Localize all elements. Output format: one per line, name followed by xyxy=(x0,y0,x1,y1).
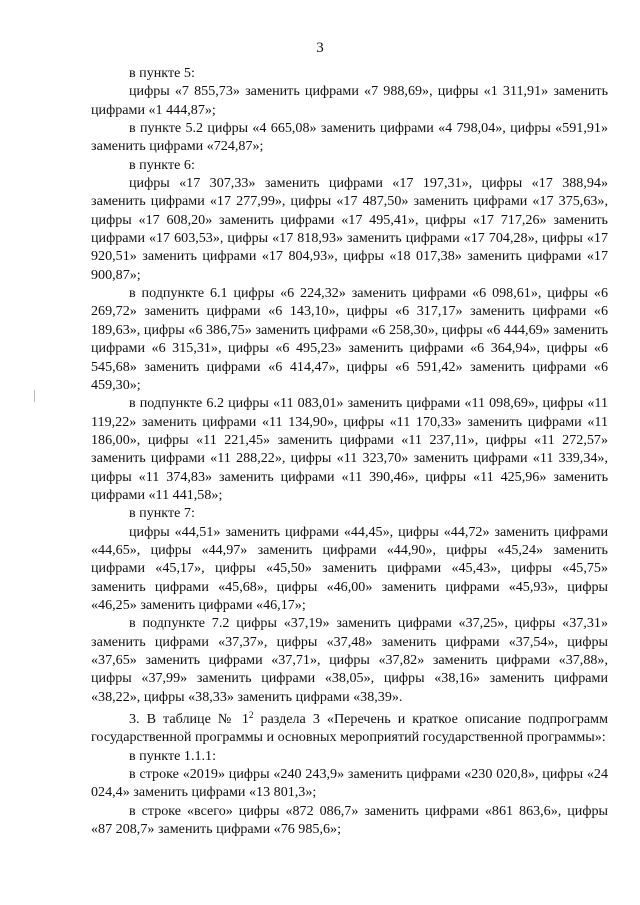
paragraph-row-2019-changes: в строке «2019» цифры «240 243,9» заменить цифрами «230 020,8», цифры «24 024,4» заменить цифрами «13 801,3»; xyxy=(91,766,608,801)
document-body xyxy=(91,64,608,838)
table-number-superscript: 2 xyxy=(248,710,254,721)
paragraph-subpoint-6-2-changes: в подпункте 6.2 цифры «11 083,01» заменить цифрами «11 098,69», цифры «11 119,22» заменить цифрами «11 134,90», цифры «11 170,33» заменить цифрами «11 186,00», цифры «11 221,45» заменить цифрами «11 237,11», цифры «11 272,57» заменить цифрами «11 288,22», цифры «11 323,70» заменить цифрами «11 339,34», цифры «11 374,83» заменить цифрами «11 390,46», цифры «11 425,96» заменить цифрами «11 441,58»; xyxy=(91,395,608,503)
paragraph-row-total-changes: в строке «всего» цифры «872 086,7» заменить цифрами «861 863,6», цифры «87 208,7» заменить цифрами «76 985,6»; xyxy=(91,802,608,838)
paragraph-subpoint-7-2-changes: в подпункте 7.2 цифры «37,19» заменить цифрами «37,25», цифры «37,31» заменить цифрами «37,37», цифры «37,48» заменить цифрами «37,54», цифры «37,65» заменить цифрами «37,71», цифры «37,82» заменить цифрами «37,88», цифры «37,99» заменить цифрами «38,05», цифры «38,16» заменить цифрами «38,22», цифры «38,33» заменить цифрами «38,39». xyxy=(91,615,608,705)
paragraph-point-5-heading: в пункте 5: xyxy=(129,65,195,81)
section-3-text-end: раздела 3 «Перечень и краткое описание подпрограмм государственной программы и основных мероприятий государственной программы»: xyxy=(91,711,608,746)
paragraph-point-6-heading: в пункте 6: xyxy=(129,156,195,173)
paragraph-point-5-changes: цифры «7 855,73» заменить цифрами «7 988,69», цифры «1 311,91» заменить цифрами «1 444,87»; xyxy=(91,83,608,118)
scan-margin-mark xyxy=(34,390,35,402)
paragraph-point-5-2-changes: в пункте 5.2 цифры «4 665,08» заменить цифрами «4 798,04», цифры «591,91» заменить цифрами «724,87»; xyxy=(91,120,608,155)
paragraph-subpoint-6-1-changes: в подпункте 6.1 цифры «6 224,32» заменить цифрами «6 098,61», цифры «6 269,72» заменить цифрами «6 143,10», цифры «6 317,17» заменить цифрами «6 189,63», цифры «6 386,75» заменить цифрами «6 258,30», цифры «6 444,69» заменить цифрами «6 315,31», цифры «6 495,23» заменить цифрами «6 364,94», цифры «6 545,68» заменить цифрами «6 414,47», цифры «6 591,42» заменить цифрами «6 459,30»; xyxy=(91,285,608,393)
paragraph-point-1-1-1-heading: в пункте 1.1.1: xyxy=(129,747,217,764)
paragraph-point-7-heading: в пункте 7: xyxy=(129,505,195,522)
paragraph-point-6-changes: цифры «17 307,33» заменить цифрами «17 197,31», цифры «17 388,94» заменить цифрами «17 277,99», цифры «17 487,50» заменить цифрами «17 375,63», цифры «17 608,20» заменить цифрами «17 495,41», цифры «17 717,26» заменить цифрами «17 603,53», цифры «17 818,93» заменить цифрами «17 704,28», цифры «17 920,51» заменить цифрами «17 804,93», цифры «18 017,38» заменить цифрами «17 900,87»; xyxy=(91,175,608,283)
paragraph-point-7-changes: цифры «44,51» заменить цифрами «44,45», цифры «44,72» заменить цифрами «44,65», цифры «44,97» заменить цифрами «44,90», цифры «45,24» заменить цифрами «45,17», цифры «45,50» заменить цифрами «45,43», цифры «45,75» заменить цифрами «45,68», цифры «46,00» заменить цифрами «45,93», цифры «46,25» заменить цифрами «46,17»; xyxy=(91,523,608,613)
page-number: 3 xyxy=(316,40,324,56)
paragraph-section-3-table xyxy=(91,710,608,747)
section-3-text-start: 3. В таблице № 1 xyxy=(129,711,249,728)
